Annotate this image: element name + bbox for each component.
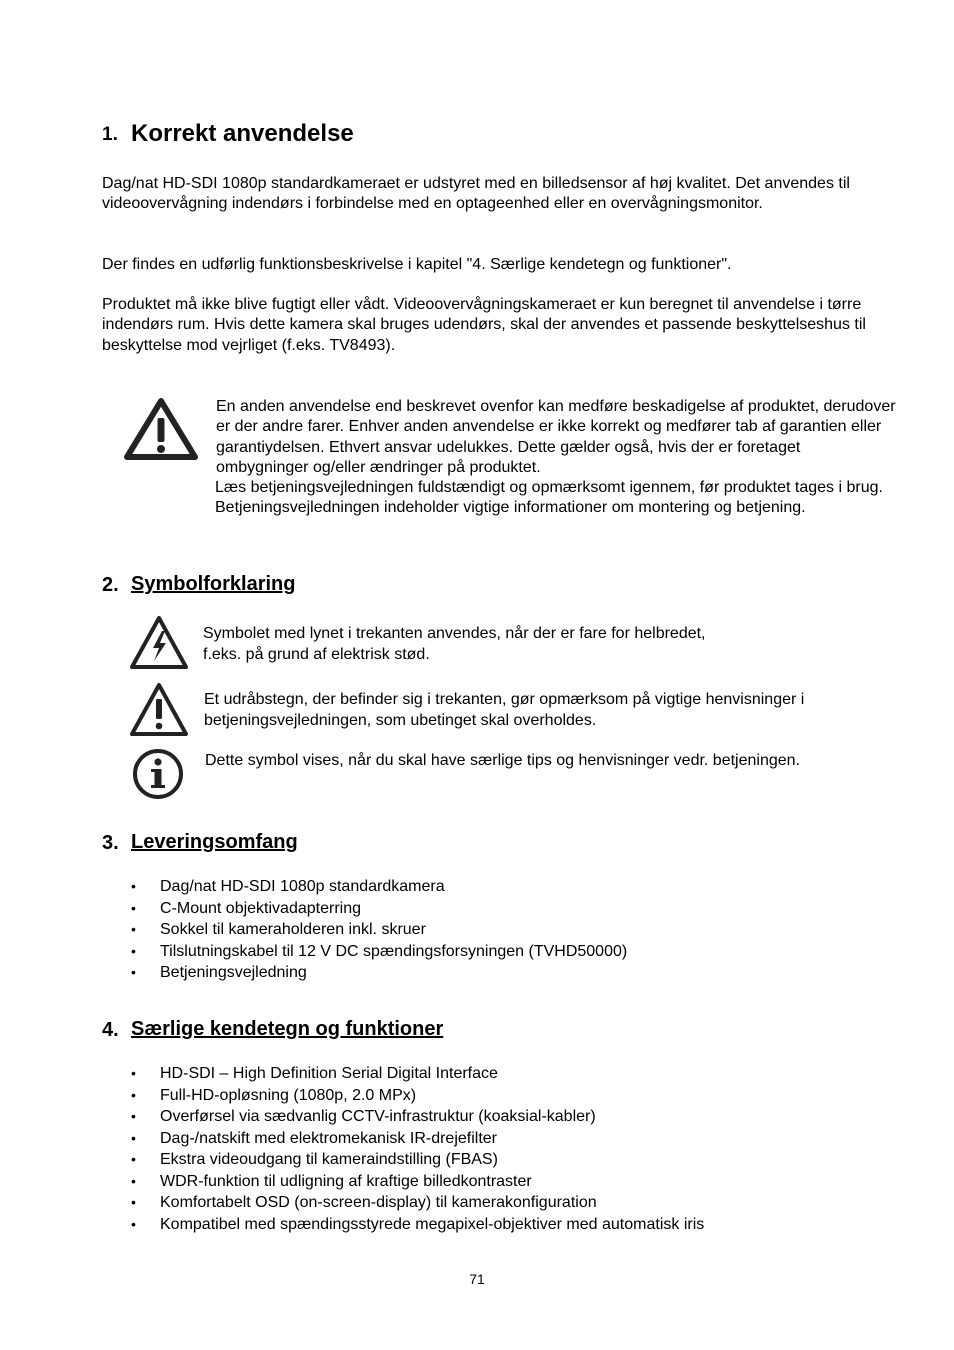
info-circle-icon — [132, 748, 184, 800]
warning-text-2: Læs betjeningsvejledningen fuldstændigt og opmærksomt igennem, før produktet tages i brug. Betjeningsvejledningen indeholder vigtige informationer om montering og betjening. — [215, 479, 883, 517]
warning-text-1: En anden anvendelse end beskrevet ovenfor kan medføre beskadigelse af produktet, derudover er der andre farer. Enhver anden anvendelse er ikke korrekt og medfører tab af garantien eller garantiydelsen. Ethvert ansvar udelukkes. Dette gælder også, hvis der er foretaget ombygninger og/eller ændringer på produktet. — [216, 398, 896, 476]
section1-number: 1. — [102, 124, 118, 145]
section2-number: 2. — [102, 574, 119, 596]
list-item: • Dag-/natskift med elektromekanisk IR-drejefilter — [102, 1128, 704, 1150]
symbol-text-exclamation: Et udråbstegn, der befinder sig i trekanten, gør opmærksom på vigtige henvisninger i betjeningsvejledningen, som ubetinget skal overholdes. — [204, 691, 805, 729]
list-item: • Full-HD-opløsning (1080p, 2.0 MPx) — [102, 1085, 704, 1107]
page-number: 71 — [469, 1271, 485, 1287]
section3-title: Leveringsomfang — [131, 831, 298, 853]
list-item: • Kompatibel med spændingsstyrede megapixel-objektiver med automatisk iris — [102, 1214, 704, 1236]
section4-number: 4. — [102, 1019, 119, 1041]
list-item: • HD-SDI – High Definition Serial Digital Interface — [102, 1063, 704, 1085]
section4-title: Særlige kendetegn og funktioner — [131, 1018, 444, 1040]
warning-triangle-icon — [123, 396, 199, 462]
exclamation-triangle-icon — [129, 682, 189, 738]
list-item: • Overførsel via sædvanlig CCTV-infrastruktur (koaksial-kabler) — [102, 1106, 704, 1128]
list-item: • Sokkel til kameraholderen inkl. skruer — [102, 919, 627, 941]
section1-paragraph-2: Der findes en udførlig funktionsbeskrivelse i kapitel "4. Særlige kendetegn og funktioner". — [102, 256, 732, 273]
list-item: • C-Mount objektivadapterring — [102, 898, 627, 920]
section1-paragraph-3: Produktet må ikke blive fugtigt eller vådt. Videoovervågningskameraet er kun beregnet til anvendelse i tørre indendørs rum. Hvis dette kamera skal bruges udendørs, skal der anvendes et passende beskyttelseshus til beskyttelse mod vejrliget (f.eks. TV8493). — [102, 296, 866, 354]
delivery-list — [102, 876, 627, 984]
lightning-triangle-icon — [129, 615, 189, 671]
section3-number: 3. — [102, 832, 119, 854]
features-list — [102, 1063, 704, 1235]
section2-title: Symbolforklaring — [131, 573, 296, 595]
list-item: • WDR-funktion til udligning af kraftige billedkontraster — [102, 1171, 704, 1193]
list-item: • Komfortabelt OSD (on-screen-display) til kamerakonfiguration — [102, 1192, 704, 1214]
list-item: • Dag/nat HD-SDI 1080p standardkamera — [102, 876, 627, 898]
list-item: • Tilslutningskabel til 12 V DC spændingsforsyningen (TVHD50000) — [102, 941, 627, 963]
list-item: • Betjeningsvejledning — [102, 962, 627, 984]
section1-title: Korrekt anvendelse — [131, 120, 354, 147]
list-item: • Ekstra videoudgang til kameraindstilling (FBAS) — [102, 1149, 704, 1171]
symbol-text-lightning: Symbolet med lynet i trekanten anvendes, når der er fare for helbredet, f.eks. på grund af elektrisk stød. — [203, 625, 706, 663]
symbol-text-info: Dette symbol vises, når du skal have særlige tips og henvisninger vedr. betjeningen. — [205, 752, 800, 769]
section1-paragraph-1: Dag/nat HD-SDI 1080p standardkameraet er udstyret med en billedsensor af høj kvalitet. Det anvendes til videoovervågning indendørs i forbindelse med en optageenhed eller en overvågningsmonitor. — [102, 175, 850, 213]
